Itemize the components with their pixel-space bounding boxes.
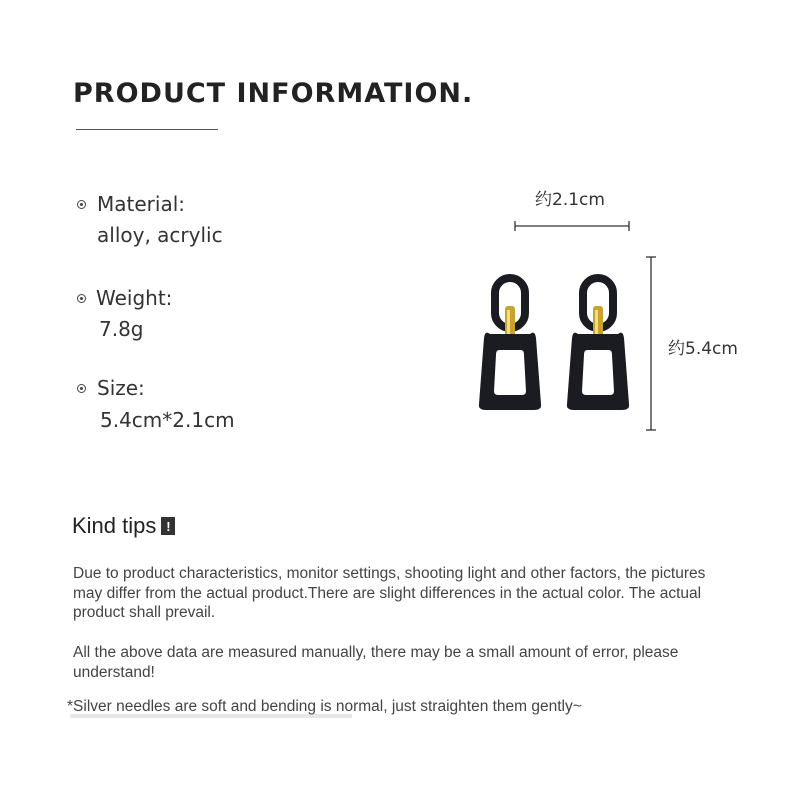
material-label: Material:: [97, 192, 185, 216]
title-divider: [76, 129, 218, 130]
height-dimension-label: 约5.4cm: [668, 339, 738, 359]
bullet-icon: [77, 384, 86, 393]
page-title: PRODUCT INFORMATION.: [73, 78, 474, 109]
width-dimension-label: 约2.1cm: [535, 190, 605, 210]
size-value: 5.4cm*2.1cm: [100, 408, 235, 432]
disclaimer-paragraph: Due to product characteristics, monitor settings, shooting light and other factors, the pictures may differ from the actual product.There are slight differences in the actual color. The actual product shall prevail.: [73, 565, 706, 621]
weight-label: Weight:: [96, 286, 173, 310]
bullet-icon: [77, 200, 86, 209]
width-dimension-line: [515, 221, 629, 231]
measurement-paragraph: All the above data are measured manually, there may be a small amount of error, please understand!: [73, 644, 679, 681]
left-earring: [479, 278, 541, 410]
weight-value: 7.8g: [99, 317, 144, 341]
height-dimension-line: [646, 257, 656, 430]
exclamation-icon: !: [161, 517, 175, 535]
size-label: Size:: [97, 376, 145, 400]
kind-tips-title: Kind tips: [72, 513, 157, 538]
right-earring: [567, 278, 629, 410]
material-value: alloy, acrylic: [97, 223, 223, 247]
kind-tips-heading: [72, 513, 175, 539]
needle-note: *Silver needles are soft and bending is normal, just straighten them gently~: [67, 698, 582, 715]
bullet-icon: [77, 294, 86, 303]
earrings-illustration: [460, 210, 670, 440]
